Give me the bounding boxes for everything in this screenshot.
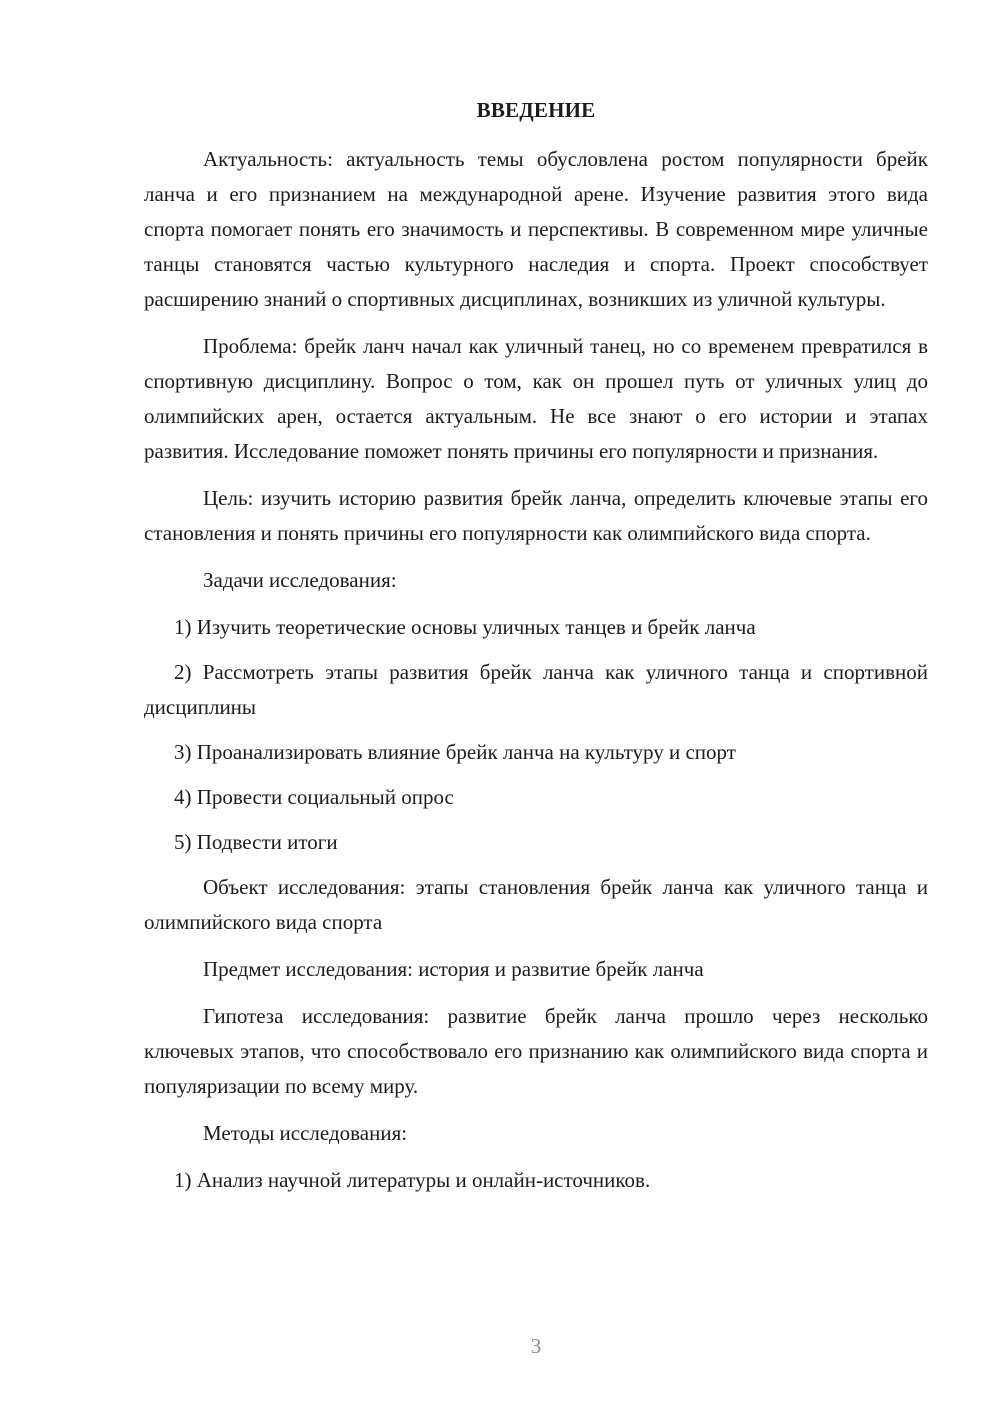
- task-item-3: 3) Проанализировать влияние брейк ланча на культуру и спорт: [174, 740, 736, 764]
- task-item-1: 1) Изучить теоретические основы уличных танцев и брейк ланча: [174, 615, 756, 639]
- document-page: [144, 94, 928, 1208]
- object-paragraph: Объект исследования: этапы становления брейк ланча как уличного танца и олимпийского вида спорта: [144, 875, 928, 934]
- methods-heading: Методы исследования:: [203, 1121, 408, 1145]
- task-item-5: 5) Подвести итоги: [174, 830, 338, 854]
- page-title: ВВЕДЕНИЕ: [476, 98, 596, 122]
- relevance-paragraph: Актуальность: актуальность темы обусловлена ростом популярности брейк ланча и его признанием на международной арене. Изучение развития этого вида спорта помогает понять его значимость и перспективы. В современном мире уличные танцы становятся частью культурного наследия и спорта. Проект способствует расширению знаний о спортивных дисциплинах, возникших из уличной культуры.: [144, 147, 928, 311]
- page-number: 3: [530, 1334, 542, 1358]
- problem-paragraph: Проблема: брейк ланч начал как уличный танец, но со временем превратился в спортивную дисциплину. Вопрос о том, как он прошел путь от уличных улиц до олимпийских арен, остается актуальным. Не все знают о его истории и этапах развития. Исследование поможет понять причины его популярности и признания.: [144, 334, 928, 463]
- tasks-heading: Задачи исследования:: [203, 568, 397, 592]
- task-item-2: 2) Рассмотреть этапы развития брейк ланча как уличного танца и спортивной дисциплины: [144, 660, 928, 719]
- hypothesis-paragraph: Гипотеза исследования: развитие брейк ланча прошло через несколько ключевых этапов, что способствовало его признанию как олимпийского вида спорта и популяризации по всему миру.: [144, 1004, 928, 1098]
- subject-paragraph: Предмет исследования: история и развитие брейк ланча: [203, 957, 704, 981]
- method-item-1: 1) Анализ научной литературы и онлайн-источников.: [174, 1168, 651, 1192]
- task-item-4: 4) Провести социальный опрос: [174, 785, 454, 809]
- goal-paragraph: Цель: изучить историю развития брейк ланча, определить ключевые этапы его становления и понять причины его популярности как олимпийского вида спорта.: [144, 486, 928, 545]
